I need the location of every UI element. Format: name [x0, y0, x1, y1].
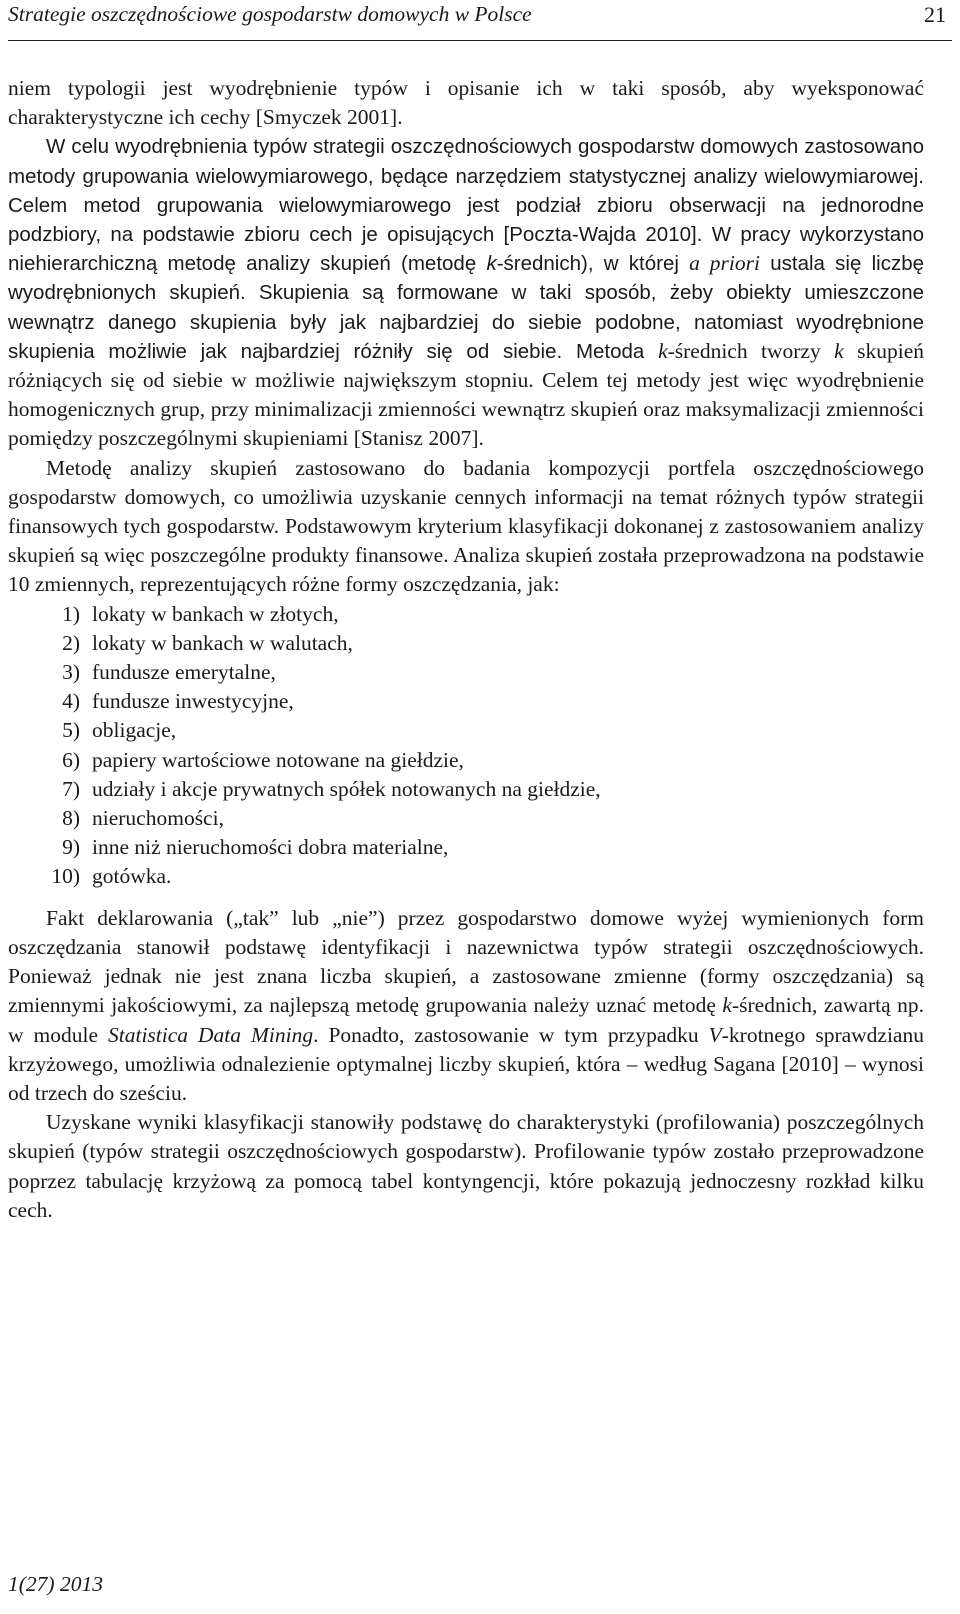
list-item-text: fundusze emerytalne, — [92, 660, 276, 685]
savings-forms-list — [8, 600, 924, 892]
paragraph-4-v: V — [708, 1022, 722, 1047]
list-item-text: nieruchomości, — [92, 806, 224, 831]
list-item-number: 10) — [51, 864, 80, 889]
paragraph-4-text-a: Fakt deklarowania („tak” lub „nie”) przez gospodarstwo domowe wyżej wymienionych form oszczędzania stanowił podstawę identyfikacji i nazewnictwa typów strategii oszczędnościowych. Ponieważ jednak nie jest znana liczba skupień, a zastosowane zmienne (formy oszczędzania) są zmiennymi jakościowymi, za najlepszą metodę grupowania należy uznać metodę — [8, 905, 924, 1018]
paragraph-4-text-e: . Ponadto, zastosowanie w tym przypadku — [313, 1022, 709, 1047]
list-item-text: gotówka. — [92, 864, 172, 889]
list-item — [8, 658, 924, 687]
list-item-number: 6) — [62, 747, 80, 772]
paragraph-4-text-c: -średnich, zawartą np. w module — [8, 993, 925, 1047]
list-item-number: 3) — [62, 660, 80, 685]
list-item — [8, 716, 924, 745]
issue-footer: 1(27) 2013 — [8, 1572, 103, 1596]
list-item — [8, 804, 924, 833]
paragraph-4 — [8, 904, 924, 1108]
list-item-number: 7) — [62, 776, 80, 801]
paragraph-3 — [8, 454, 924, 600]
list-item — [8, 862, 924, 891]
paragraph-2-k-2: k — [658, 338, 668, 363]
list-item-text: lokaty w bankach w walutach, — [92, 630, 353, 655]
list-item-text: udziały i akcje prywatnych spółek notowanych na giełdzie, — [92, 776, 601, 801]
paragraph-2-a-priori: a priori — [689, 251, 760, 276]
list-item-number: 4) — [62, 689, 80, 714]
spacer — [8, 892, 924, 904]
paragraph-5 — [8, 1108, 924, 1225]
list-item-text: lokaty w bankach w złotych, — [92, 601, 339, 626]
paragraph-3-text: Metodę analizy skupień zastosowano do badania kompozycji portfela oszczędnościowego gospodarstw domowych, co umożliwia uzyskanie cennych informacji na temat różnych typów strategii finansowych tych gospodarstw. Podstawowym kryterium klasyfikacji dokonanej z zastosowaniem analizy skupień są więc poszczególne produkty finansowe. Analiza skupień została przeprowadzona na podstawie 10 zmiennych, reprezentujących różne formy oszczędzania, jak: — [8, 455, 924, 597]
list-item — [8, 775, 924, 804]
list-item — [8, 746, 924, 775]
list-item-number: 1) — [62, 601, 80, 626]
paragraph-2-text-a: W celu wyodrębnienia typów strategii oszczędnościowych gospodarstw domowych zastosowano metody grupowania wielowymiarowego, będące narzędziem statystycznej analizy wielowymiarowej. Celem metod grupowania wielowymiarowego jest podział zbioru obserwacji na jednorodne podzbiory, na podstawie zbioru cech je opisujących [Poczta-Wajda 2010]. — [8, 135, 924, 247]
list-item — [8, 629, 924, 658]
paragraph-1 — [8, 74, 924, 132]
paragraph-2-text-k: Celem tej metody jest więc wyodrębnienie homogenicznych grup, przy minimalizacji zmienności wewnątrz skupień oraz maksymalizacji zmienności pomiędzy poszczególnymi skupieniami [Stanisz 2007]. — [8, 368, 925, 451]
paragraph-2-k-3: k — [834, 338, 844, 363]
paragraph-2-text-b: W pracy wykorzystano niehierarchiczną metodę analizy skupień (metodę — [8, 223, 924, 276]
list-item — [8, 833, 924, 862]
paragraph-4-statistica: Statistica Data Mining — [108, 1022, 314, 1047]
paragraph-2-text-f: ustala się liczbę wyodrębnionych skupień. Skupienia są formowane w taki sposób, żeby obiekty umieszczone wewnątrz danego skupienia były jak najbardziej do siebie podobne, natomiast wyodrębnione skupienia możliwie jak najbardziej różniły się od siebie. Metoda — [8, 252, 924, 363]
list-item-text: papiery wartościowe notowane na giełdzie, — [92, 747, 464, 772]
paragraph-2-text-j: skupień różniących się od siebie w możliwie największym stopniu. — [8, 338, 924, 393]
list-item-number: 9) — [62, 835, 80, 860]
paragraph-2 — [8, 132, 924, 453]
list-item-text: fundusze inwestycyjne, — [92, 689, 294, 714]
list-item-number: 8) — [62, 806, 80, 831]
list-item-text: obligacje, — [92, 718, 177, 743]
running-header — [8, 0, 952, 41]
list-item-text: inne niż nieruchomości dobra materialne, — [92, 835, 449, 860]
list-item-number: 5) — [62, 718, 80, 743]
paragraph-2-text-h: -średnich tworzy — [667, 338, 835, 363]
list-item-number: 2) — [62, 630, 80, 655]
list-item — [8, 600, 924, 629]
paragraph-2-k-1: k — [486, 252, 497, 276]
paragraph-4-k: k — [722, 993, 732, 1018]
paragraph-5-text: Uzyskane wyniki klasyfikacji stanowiły podstawę do charakterystyki (profilowania) poszczególnych skupień (typów strategii oszczędnościowych gospodarstw). Profilowanie typów zostało przeprowadzone poprzez tabulację krzyżową za pomocą tabel kontyngencji, które pokazują jednoczesny rozkład kilku cech. — [8, 1110, 924, 1222]
list-item — [8, 687, 924, 716]
paragraph-4-text-g: -krotnego sprawdzianu krzyżowego, umożliwia odnalezienie optymalnej liczby skupień, która – według Sagana [2010] – wynosi od trzech do sześciu. — [8, 1022, 924, 1105]
page-number: 21 — [924, 2, 946, 27]
paragraph-2-text-d: -średnich), w której — [496, 252, 690, 276]
page-body — [8, 74, 924, 1225]
header-title: Strategie oszczędnościowe gospodarstw domowych w Polsce — [8, 2, 532, 26]
paragraph-1-text: niem typologii jest wyodrębnienie typów i opisanie ich w taki sposób, aby wyeksponować charakterystyczne ich cechy [Smyczek 2001]. — [8, 76, 924, 130]
